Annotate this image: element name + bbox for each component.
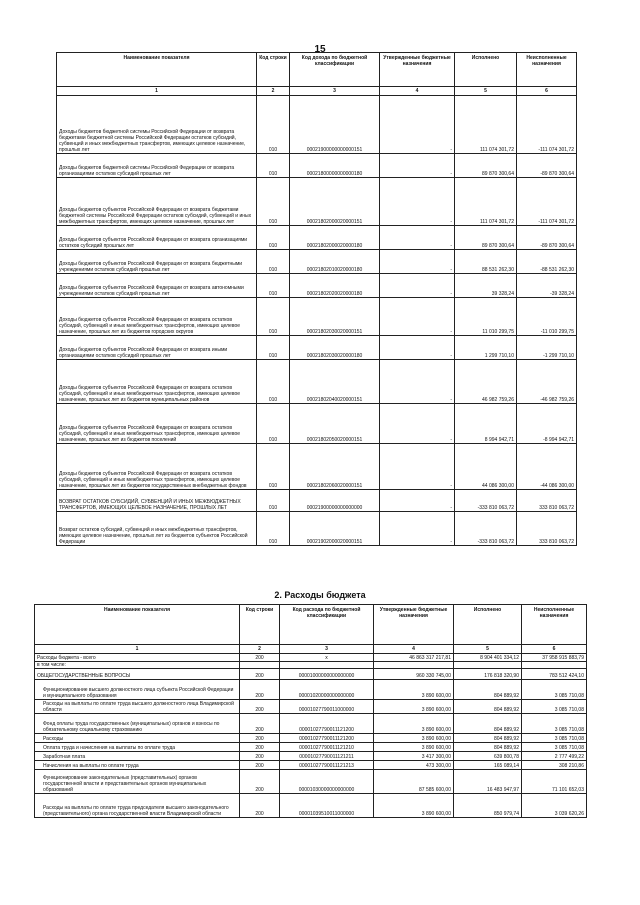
budget-code-cell: 00021802060020000151	[290, 444, 380, 490]
name-cell: Фонд оплаты труда государственных (муниципальных) органов и взносы по обязательному социальному страхованию	[35, 714, 240, 734]
done-cell: 16 483 947,97	[454, 770, 522, 794]
name-cell: Доходы бюджетов субъектов Российской Федерации от возврата остатков субсидий, субвенций и иных межбюджетных трансфертов, имеющих целевое назначение, прошлых лет из бюджетов муниципальных районов	[57, 360, 257, 404]
done-cell: -333 810 063,72	[455, 490, 517, 512]
budget-code-cell: 00001000000000000000	[280, 669, 374, 680]
table-row	[57, 490, 577, 512]
name-cell: Доходы бюджетов бюджетной системы Российской Федерации от возврата организациями остатков субсидий прошлых лет	[57, 154, 257, 178]
done-cell	[454, 662, 522, 669]
approved-cell: 3 417 300,00	[374, 752, 454, 761]
budget-code-cell	[280, 662, 374, 669]
approved-cell: 3 890 600,00	[374, 734, 454, 743]
name-cell: Заработная плата	[35, 752, 240, 761]
header-name: Наименование показателя	[35, 605, 240, 645]
left-cell: 3 085 710,08	[522, 714, 587, 734]
done-cell: 89 870 300,64	[455, 226, 517, 250]
budget-code-cell: 00001027790011000000	[280, 700, 374, 714]
left-cell	[522, 662, 587, 669]
section-title: 2. Расходы бюджета	[274, 590, 366, 600]
approved-cell: -	[380, 154, 455, 178]
budget-code-cell: 00001039510011000000	[280, 794, 374, 818]
table-row	[35, 654, 587, 662]
income-index-row	[57, 87, 577, 96]
budget-code-cell: 00021802020020000180	[290, 274, 380, 298]
budget-code-cell: 00021802000020000180	[290, 226, 380, 250]
done-cell: 46 982 759,26	[455, 360, 517, 404]
name-cell: ОБЩЕГОСУДАРСТВЕННЫЕ ВОПРОСЫ	[35, 669, 240, 680]
header-left: Неисполненные назначения	[522, 605, 587, 645]
header-done: Исполнено	[455, 53, 517, 87]
budget-code-cell: 00021802040020000151	[290, 360, 380, 404]
line-code-cell: 010	[257, 154, 290, 178]
left-cell: 333 810 063,72	[517, 490, 577, 512]
line-code-cell: 010	[257, 250, 290, 274]
left-cell: -11 010 299,75	[517, 298, 577, 336]
budget-code-cell: 00001027790011121211	[280, 752, 374, 761]
header-expense-code: Код расхода по бюджетной классификации	[280, 605, 374, 645]
done-cell: 39 328,24	[455, 274, 517, 298]
approved-cell: 3 890 600,00	[374, 794, 454, 818]
table-row	[57, 298, 577, 336]
budget-code-cell: 00021900000000000151	[290, 96, 380, 154]
col-index: 2	[240, 645, 280, 654]
approved-cell: 87 585 600,00	[374, 770, 454, 794]
name-cell: Расходы на выплаты по оплате труда председателя высшего законодательного (представительного) органа государственной власти Владимирской области	[35, 794, 240, 818]
table-row	[57, 336, 577, 360]
budget-code-cell: 00001030000000000000	[280, 770, 374, 794]
done-cell: 176 818 320,90	[454, 669, 522, 680]
income-header-row	[57, 53, 577, 87]
table-row	[35, 714, 587, 734]
name-cell: Доходы бюджетов субъектов Российской Федерации от возврата остатков субсидий, субвенций и иных межбюджетных трансфертов, имеющих целевое назначение, прошлых лет из бюджетов поселений	[57, 404, 257, 444]
budget-code-cell: 00021802000020000151	[290, 178, 380, 226]
name-cell: Расходы	[35, 734, 240, 743]
approved-cell: 473 300,00	[374, 761, 454, 770]
header-left: Неисполненные назначения	[517, 53, 577, 87]
budget-code-cell: x	[280, 654, 374, 662]
budget-code-cell: 00021800000000000180	[290, 154, 380, 178]
line-code-cell: 010	[257, 274, 290, 298]
done-cell: 8 994 942,71	[455, 404, 517, 444]
left-cell: 308 210,86	[522, 761, 587, 770]
line-code-cell: 010	[257, 96, 290, 154]
col-index: 1	[35, 645, 240, 654]
done-cell: 111 074 301,72	[455, 178, 517, 226]
page-number: 15	[314, 44, 326, 55]
name-cell: Доходы бюджетов субъектов Российской Федерации от возврата иными организациями остатков субсидий прошлых лет	[57, 336, 257, 360]
left-cell: -89 870 300,64	[517, 154, 577, 178]
left-cell: 333 810 063,72	[517, 512, 577, 546]
left-cell: -1 299 710,10	[517, 336, 577, 360]
table-row	[57, 178, 577, 226]
line-code-cell: 200	[240, 794, 280, 818]
name-cell: Функционирование законодательных (представительных) органов государственной власти и представительных органов муниципальных образований	[35, 770, 240, 794]
line-code-cell: 200	[240, 654, 280, 662]
left-cell: -111 074 301,72	[517, 96, 577, 154]
done-cell: 850 979,74	[454, 794, 522, 818]
line-code-cell: 200	[240, 743, 280, 752]
name-cell: Доходы бюджетов субъектов Российской Федерации от возврата остатков субсидий, субвенций и иных межбюджетных трансфертов, имеющих целевое назначение, прошлых лет из бюджетов городских округов	[57, 298, 257, 336]
name-cell: Доходы бюджетов субъектов Российской Федерации от возврата автономными учреждениями остатков субсидий прошлых лет	[57, 274, 257, 298]
col-index: 3	[290, 87, 380, 96]
table-row	[57, 250, 577, 274]
header-approved: Утвержденные бюджетные назначения	[374, 605, 454, 645]
approved-cell: -	[380, 360, 455, 404]
table-row	[57, 96, 577, 154]
done-cell: 111 074 301,72	[455, 96, 517, 154]
line-code-cell: 010	[257, 444, 290, 490]
col-index: 5	[455, 87, 517, 96]
budget-code-cell: 00001027790011121200	[280, 734, 374, 743]
col-index: 5	[454, 645, 522, 654]
header-approved: Утвержденные бюджетные назначения	[380, 53, 455, 87]
left-cell: 3 085 710,08	[522, 680, 587, 700]
col-index: 2	[257, 87, 290, 96]
budget-code-cell: 00021900000000000000	[290, 490, 380, 512]
done-cell: 8 904 401 334,12	[454, 654, 522, 662]
left-cell: -111 074 301,72	[517, 178, 577, 226]
done-cell: 804 889,92	[454, 743, 522, 752]
approved-cell: -	[380, 250, 455, 274]
table-row	[35, 761, 587, 770]
line-code-cell: 010	[257, 298, 290, 336]
left-cell: -39 328,24	[517, 274, 577, 298]
table-row	[35, 794, 587, 818]
table-row	[57, 404, 577, 444]
approved-cell: 3 890 600,00	[374, 700, 454, 714]
approved-cell: -	[380, 226, 455, 250]
name-cell: ВОЗВРАТ ОСТАТКОВ СУБСИДИЙ, СУБВЕНЦИЙ И ИНЫХ МЕЖБЮДЖЕТНЫХ ТРАНСФЕРТОВ, ИМЕЮЩИХ ЦЕЛЕВОЕ НАЗНАЧЕНИЕ, ПРОШЛЫХ ЛЕТ	[57, 490, 257, 512]
line-code-cell: 200	[240, 752, 280, 761]
line-code-cell: 200	[240, 734, 280, 743]
budget-code-cell: 00001027790011121200	[280, 714, 374, 734]
name-cell: Расходы бюджета - всего	[35, 654, 240, 662]
left-cell: 37 958 915 883,79	[522, 654, 587, 662]
budget-code-cell: 00001020000000000000	[280, 680, 374, 700]
name-cell: в том числе:	[35, 662, 240, 669]
table-row	[57, 154, 577, 178]
name-cell: Доходы бюджетов субъектов Российской Федерации от возврата организациями остатков субсидий прошлых лет	[57, 226, 257, 250]
header-done: Исполнено	[454, 605, 522, 645]
approved-cell: -	[380, 274, 455, 298]
done-cell: 1 299 710,10	[455, 336, 517, 360]
done-cell: 44 086 300,00	[455, 444, 517, 490]
approved-cell: -	[380, 490, 455, 512]
approved-cell: -	[380, 298, 455, 336]
approved-cell: 46 863 317 217,81	[374, 654, 454, 662]
budget-code-cell: 00021802050020000151	[290, 404, 380, 444]
table-row	[57, 512, 577, 546]
line-code-cell: 200	[240, 770, 280, 794]
line-code-cell: 010	[257, 336, 290, 360]
line-code-cell: 010	[257, 404, 290, 444]
approved-cell: -	[380, 444, 455, 490]
col-index: 6	[517, 87, 577, 96]
approved-cell: 3 890 600,00	[374, 743, 454, 752]
left-cell: -44 086 300,00	[517, 444, 577, 490]
line-code-cell: 010	[257, 490, 290, 512]
table-row	[57, 226, 577, 250]
col-index: 4	[380, 87, 455, 96]
left-cell: -88 531 262,30	[517, 250, 577, 274]
left-cell: -8 994 942,71	[517, 404, 577, 444]
left-cell: -46 982 759,26	[517, 360, 577, 404]
line-code-cell: 010	[257, 512, 290, 546]
approved-cell	[374, 662, 454, 669]
left-cell: 783 512 424,10	[522, 669, 587, 680]
approved-cell: -	[380, 178, 455, 226]
line-code-cell: 010	[257, 226, 290, 250]
approved-cell: -	[380, 336, 455, 360]
name-cell: Начисления на выплаты по оплате труда	[35, 761, 240, 770]
expense-header-row	[35, 605, 587, 645]
header-line-code: Код строки	[240, 605, 280, 645]
budget-code-cell: 00021802030020000151	[290, 298, 380, 336]
table-row	[57, 274, 577, 298]
done-cell: 804 889,92	[454, 680, 522, 700]
left-cell: 2 777 499,22	[522, 752, 587, 761]
done-cell: 804 889,92	[454, 734, 522, 743]
approved-cell: 3 890 600,00	[374, 714, 454, 734]
name-cell: Доходы бюджетов субъектов Российской Федерации от возврата остатков субсидий, субвенций и иных межбюджетных трансфертов, имеющих целевое назначение, прошлых лет из бюджетов государственных внебюджетных фондов	[57, 444, 257, 490]
approved-cell: -	[380, 96, 455, 154]
col-index: 6	[522, 645, 587, 654]
table-row	[35, 669, 587, 680]
budget-code-cell: 00001027790011121210	[280, 743, 374, 752]
budget-code-cell: 00001027790011121213	[280, 761, 374, 770]
approved-cell: -	[380, 512, 455, 546]
income-table	[56, 52, 577, 546]
table-row	[57, 360, 577, 404]
done-cell: 639 800,78	[454, 752, 522, 761]
line-code-cell: 010	[257, 360, 290, 404]
line-code-cell: 200	[240, 761, 280, 770]
expense-index-row	[35, 645, 587, 654]
done-cell: 89 870 300,64	[455, 154, 517, 178]
name-cell: Возврат остатков субсидий, субвенций и иных межбюджетных трансфертов, имеющих целевое назначение, прошлых лет из бюджетов субъектов Российской Федерации	[57, 512, 257, 546]
approved-cell: 3 890 600,00	[374, 680, 454, 700]
left-cell: 3 085 710,08	[522, 700, 587, 714]
done-cell: 165 089,14	[454, 761, 522, 770]
approved-cell: -	[380, 404, 455, 444]
table-row	[35, 743, 587, 752]
line-code-cell	[240, 662, 280, 669]
done-cell: 11 010 299,75	[455, 298, 517, 336]
header-income-code: Код дохода по бюджетной классификации	[290, 53, 380, 87]
budget-code-cell: 00021802030020000180	[290, 336, 380, 360]
name-cell: Доходы бюджетов субъектов Российской Федерации от возврата бюджетами бюджетной системы Российской Федерации остатков субсидий, субвенций и иных межбюджетных трансфертов, имеющих целевое назначение, прошлых лет	[57, 178, 257, 226]
table-row	[57, 444, 577, 490]
name-cell: Оплата труда и начисления на выплаты по оплате труда	[35, 743, 240, 752]
table-row	[35, 680, 587, 700]
approved-cell: 960 330 745,00	[374, 669, 454, 680]
header-line-code: Код строки	[257, 53, 290, 87]
header-name: Наименование показателя	[57, 53, 257, 87]
table-row	[35, 752, 587, 761]
col-index: 1	[57, 87, 257, 96]
done-cell: 804 889,92	[454, 714, 522, 734]
left-cell: 3 085 710,08	[522, 743, 587, 752]
name-cell: Функционирование высшего должностного лица субъекта Российской Федерации и муниципального образования	[35, 680, 240, 700]
name-cell: Доходы бюджетов бюджетной системы Российской Федерации от возврата бюджетами бюджетной системы Российской Федерации остатков субсидий, субвенций и иных межбюджетных трансфертов, имеющих целевое назначение, прошлых лет	[57, 96, 257, 154]
line-code-cell: 200	[240, 680, 280, 700]
done-cell: 804 889,92	[454, 700, 522, 714]
left-cell: -89 870 300,64	[517, 226, 577, 250]
name-cell: Расходы на выплаты по оплате труда высшего должностного лица Владимирской области	[35, 700, 240, 714]
name-cell: Доходы бюджетов субъектов Российской Федерации от возврата бюджетными учреждениями остатков субсидий прошлых лет	[57, 250, 257, 274]
line-code-cell: 200	[240, 700, 280, 714]
done-cell: 88 531 262,30	[455, 250, 517, 274]
left-cell: 3 085 710,08	[522, 734, 587, 743]
left-cell: 71 101 652,03	[522, 770, 587, 794]
budget-code-cell: 00021802010020000180	[290, 250, 380, 274]
col-index: 3	[280, 645, 374, 654]
table-row	[35, 770, 587, 794]
left-cell: 3 039 620,26	[522, 794, 587, 818]
col-index: 4	[374, 645, 454, 654]
done-cell: -333 810 063,72	[455, 512, 517, 546]
budget-code-cell: 00021902000020000151	[290, 512, 380, 546]
line-code-cell: 200	[240, 669, 280, 680]
line-code-cell: 200	[240, 714, 280, 734]
line-code-cell: 010	[257, 178, 290, 226]
expense-table	[34, 604, 587, 818]
table-row	[35, 734, 587, 743]
table-row	[35, 662, 587, 669]
table-row	[35, 700, 587, 714]
